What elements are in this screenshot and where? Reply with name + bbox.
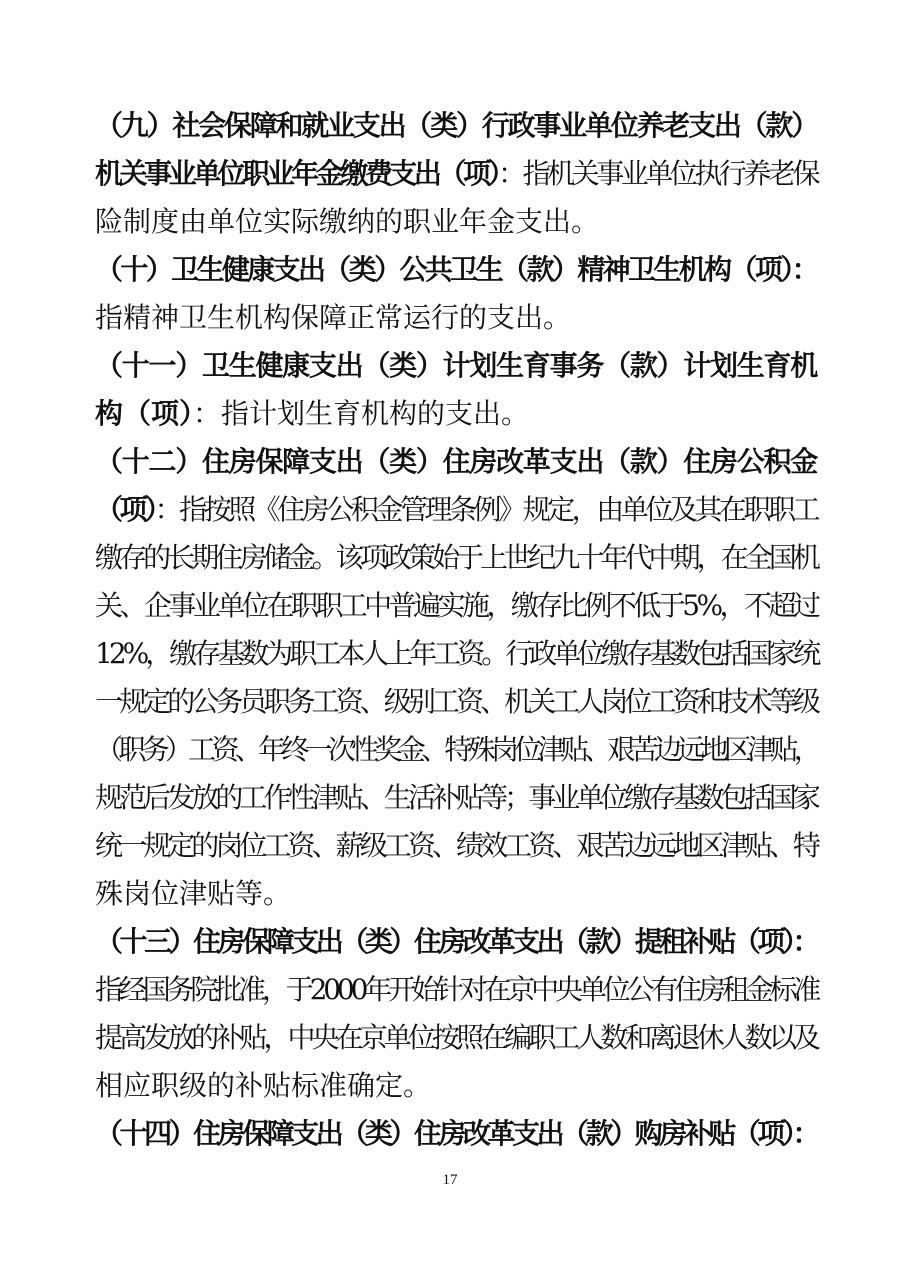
body-text: （职务）工资、年终一次性奖金、特殊岗位津贴、艰苦边远地区津贴， bbox=[95, 733, 818, 766]
paragraph-6-line-1 bbox=[95, 1111, 817, 1157]
paragraph-4-line-10 bbox=[95, 871, 817, 917]
paragraph-2-line-2 bbox=[95, 295, 817, 341]
paragraph-1-line-2 bbox=[95, 151, 817, 197]
heading-text: （十三）住房保障支出（类）住房改革支出（款）提租补贴（项）： bbox=[95, 925, 818, 958]
body-text: 相应职级的补贴标准确定。 bbox=[95, 1069, 432, 1102]
body-text: 关、企事业单位在职职工中普遍实施，缴存比例不低于5%，不超过 bbox=[95, 589, 818, 622]
paragraph-4-line-3 bbox=[95, 535, 817, 581]
body-text: 指经国务院批准，于2000年开始针对在京中央单位公有住房租金标准 bbox=[95, 973, 818, 1006]
body-text: ：指按照《住房公积金管理条例》规定，由单位及其在职职工 bbox=[154, 493, 818, 526]
paragraph-1-line-1 bbox=[95, 103, 817, 149]
body-text: 指精神卫生机构保障正常运行的支出。 bbox=[95, 301, 572, 334]
heading-text: （十二）住房保障支出（类）住房改革支出（款）住房公积金 bbox=[95, 445, 818, 478]
body-text: 险制度由单位实际缴纳的职业年金支出。 bbox=[95, 205, 600, 238]
paragraph-4-line-5 bbox=[95, 631, 817, 677]
paragraph-4-line-9 bbox=[95, 823, 817, 869]
heading-text: （九）社会保障和就业支出（类）行政事业单位养老支出（款） bbox=[95, 109, 818, 142]
paragraph-4-line-1 bbox=[95, 439, 817, 485]
body-text: 统一规定的岗位工资、薪级工资、绩效工资、艰苦边远地区津贴、特 bbox=[95, 829, 818, 862]
body-text: ：指计划生育机构的支出。 bbox=[193, 397, 530, 430]
paragraph-1-line-3 bbox=[95, 199, 817, 245]
heading-text: （十四）住房保障支出（类）住房改革支出（款）购房补贴（项）： bbox=[95, 1117, 818, 1150]
paragraph-5-line-1 bbox=[95, 919, 817, 965]
paragraph-2-line-1 bbox=[95, 247, 817, 293]
body-text: 缴存的长期住房储金。该项政策始于上世纪九十年代中期，在全国机 bbox=[95, 541, 818, 574]
paragraph-5-line-3 bbox=[95, 1015, 817, 1061]
paragraph-5-line-2 bbox=[95, 967, 817, 1013]
body-text: ：指机关事业单位执行养老保 bbox=[498, 157, 818, 190]
heading-text: （项） bbox=[95, 493, 155, 526]
body-text: 殊岗位津贴等。 bbox=[95, 877, 292, 910]
paragraph-4-line-8 bbox=[95, 775, 817, 821]
heading-text: 构（项） bbox=[95, 397, 194, 430]
body-text: 12%，缴存基数为职工本人上年工资。行政单位缴存基数包括国家统 bbox=[95, 637, 818, 670]
heading-text: （十）卫生健康支出（类）公共卫生（款）精神卫生机构（项）： bbox=[95, 253, 818, 286]
paragraph-3-line-2 bbox=[95, 391, 817, 437]
page-number: 17 bbox=[442, 1172, 458, 1188]
body-text: 一规定的公务员职务工资、级别工资、机关工人岗位工资和技术等级 bbox=[95, 685, 818, 718]
paragraph-4-line-7 bbox=[95, 727, 817, 773]
heading-text: （十一）卫生健康支出（类）计划生育事务（款）计划生育机 bbox=[95, 349, 818, 382]
body-text: 提高发放的补贴，中央在京单位按照在编职工人数和离退休人数以及 bbox=[95, 1021, 818, 1054]
paragraph-5-line-4 bbox=[95, 1063, 817, 1109]
paragraph-4-line-6 bbox=[95, 679, 817, 725]
paragraph-4-line-4 bbox=[95, 583, 817, 629]
paragraph-3-line-1 bbox=[95, 343, 817, 389]
body-text: 规范后发放的工作性津贴、生活补贴等；事业单位缴存基数包括国家 bbox=[95, 781, 818, 814]
heading-text: 机关事业单位职业年金缴费支出（项） bbox=[95, 157, 499, 190]
paragraph-4-line-2 bbox=[95, 487, 817, 533]
